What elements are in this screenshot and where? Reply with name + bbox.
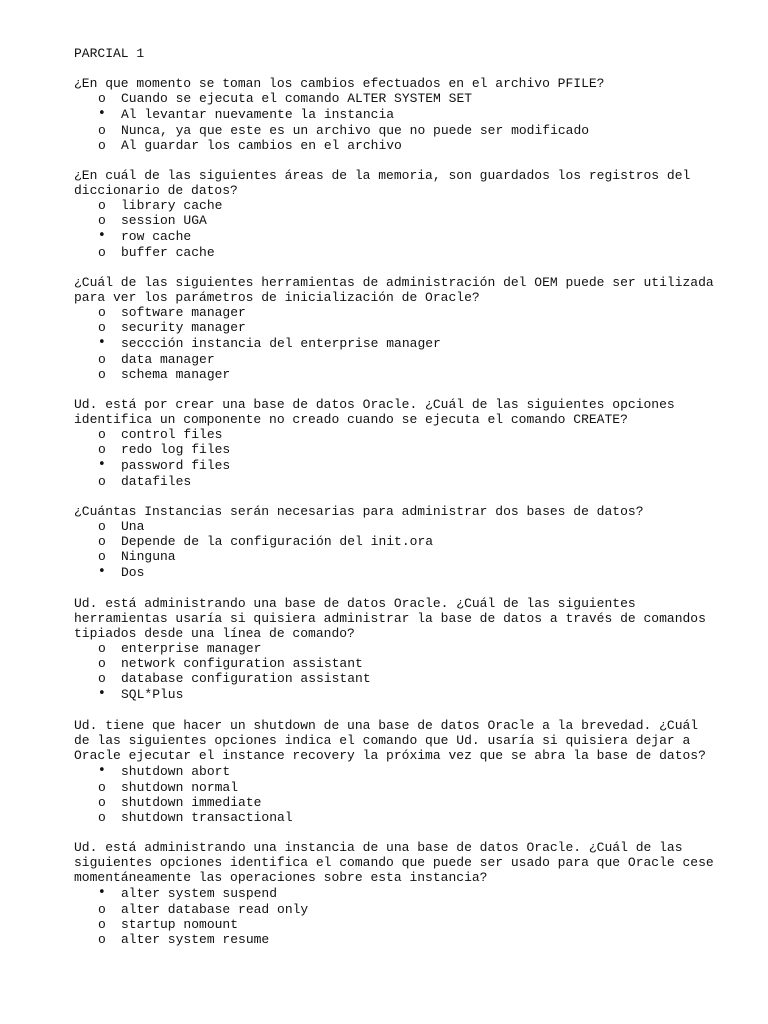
option-label: Al guardar los cambios en el archivo xyxy=(121,138,402,153)
empty-circle-icon xyxy=(98,902,110,917)
option-item[interactable] xyxy=(74,123,714,138)
option-item[interactable] xyxy=(74,245,714,260)
option-label: seccción instancia del enterprise manager xyxy=(121,336,441,351)
empty-circle-icon xyxy=(98,641,110,656)
option-item-selected[interactable] xyxy=(74,763,714,780)
option-label: shutdown normal xyxy=(121,780,239,795)
option-item[interactable] xyxy=(74,138,714,153)
empty-circle-icon xyxy=(98,549,110,564)
bullet-icon xyxy=(98,106,110,122)
empty-circle-icon xyxy=(98,198,110,213)
empty-circle-icon xyxy=(98,442,110,457)
question-text: ¿Cuál de las siguientes herramientas de administración del OEM puede ser utilizada para ver los parámetros de inicialización de Oracle? xyxy=(74,275,714,305)
document xyxy=(74,46,714,962)
option-label: Depende de la configuración del init.ora xyxy=(121,534,434,549)
option-label: data manager xyxy=(121,352,215,367)
option-list xyxy=(74,427,714,489)
option-label: shutdown immediate xyxy=(121,795,262,810)
option-label: network configuration assistant xyxy=(121,656,363,671)
option-item[interactable] xyxy=(74,671,714,686)
option-label: startup nomount xyxy=(121,917,239,932)
question-text: ¿En cuál de las siguientes áreas de la memoria, son guardados los registros del diccionario de datos? xyxy=(74,168,691,198)
question-4 xyxy=(74,397,714,489)
question-text: Ud. está por crear una base de datos Oracle. ¿Cuál de las siguientes opciones identifica un componente no creado cuando se ejecuta el comando CREATE? xyxy=(74,397,675,427)
option-item-selected[interactable] xyxy=(74,457,714,474)
empty-circle-icon xyxy=(98,932,110,947)
option-item-selected[interactable] xyxy=(74,885,714,902)
empty-circle-icon xyxy=(98,138,110,153)
option-label: alter database read only xyxy=(121,902,309,917)
option-list xyxy=(74,91,714,153)
option-label: shutdown abort xyxy=(121,764,231,779)
option-item-selected[interactable] xyxy=(74,228,714,245)
document-title: PARCIAL 1 xyxy=(74,46,145,61)
question-3 xyxy=(74,275,714,382)
option-item[interactable] xyxy=(74,474,714,489)
option-label: Nunca, ya que este es un archivo que no puede ser modificado xyxy=(121,123,590,138)
bullet-icon xyxy=(98,335,110,351)
option-item[interactable] xyxy=(74,91,714,106)
option-item[interactable] xyxy=(74,641,714,656)
option-item-selected[interactable] xyxy=(74,106,714,123)
empty-circle-icon xyxy=(98,305,110,320)
option-label: redo log files xyxy=(121,442,231,457)
option-label: Al levantar nuevamente la instancia xyxy=(121,107,395,122)
option-item[interactable] xyxy=(74,213,714,228)
question-5 xyxy=(74,504,714,581)
option-label: alter system suspend xyxy=(121,886,278,901)
empty-circle-icon xyxy=(98,534,110,549)
empty-circle-icon xyxy=(98,474,110,489)
empty-circle-icon xyxy=(98,367,110,382)
option-label: software manager xyxy=(121,305,246,320)
option-label: session UGA xyxy=(121,213,207,228)
option-list xyxy=(74,641,714,703)
option-label: enterprise manager xyxy=(121,641,262,656)
option-label: security manager xyxy=(121,320,246,335)
empty-circle-icon xyxy=(98,123,110,138)
bullet-icon xyxy=(98,763,110,779)
bullet-icon xyxy=(98,564,110,580)
option-item[interactable] xyxy=(74,795,714,810)
option-item[interactable] xyxy=(74,902,714,917)
empty-circle-icon xyxy=(98,320,110,335)
option-label: buffer cache xyxy=(121,245,215,260)
option-label: SQL*Plus xyxy=(121,687,184,702)
empty-circle-icon xyxy=(98,213,110,228)
bullet-icon xyxy=(98,457,110,473)
empty-circle-icon xyxy=(98,656,110,671)
option-label: library cache xyxy=(121,198,223,213)
empty-circle-icon xyxy=(98,352,110,367)
option-item-selected[interactable] xyxy=(74,564,714,581)
option-item[interactable] xyxy=(74,932,714,947)
option-item[interactable] xyxy=(74,320,714,335)
option-item[interactable] xyxy=(74,198,714,213)
option-label: row cache xyxy=(121,229,192,244)
question-6 xyxy=(74,596,714,703)
option-item[interactable] xyxy=(74,427,714,442)
empty-circle-icon xyxy=(98,427,110,442)
bullet-icon xyxy=(98,885,110,901)
option-item[interactable] xyxy=(74,305,714,320)
empty-circle-icon xyxy=(98,519,110,534)
question-7 xyxy=(74,718,714,825)
option-item[interactable] xyxy=(74,367,714,382)
option-item-selected[interactable] xyxy=(74,335,714,352)
option-list xyxy=(74,885,714,947)
question-text: Ud. está administrando una instancia de una base de datos Oracle. ¿Cuál de las siguientes opciones identifica el comando que puede ser usado para que Oracle cese momentáneamente las operaciones sobre esta instancia? xyxy=(74,840,714,885)
question-text: Ud. tiene que hacer un shutdown de una base de datos Oracle a la brevedad. ¿Cuál de las siguientes opciones indica el comando que Ud. usaría si quisiera dejar a Oracle ejecutar el instance recovery la próxima vez que se abra la base de datos? xyxy=(74,718,706,763)
option-item[interactable] xyxy=(74,917,714,932)
empty-circle-icon xyxy=(98,780,110,795)
option-label: datafiles xyxy=(121,474,192,489)
empty-circle-icon xyxy=(98,917,110,932)
option-list xyxy=(74,519,714,581)
empty-circle-icon xyxy=(98,810,110,825)
option-label: alter system resume xyxy=(121,932,270,947)
question-2 xyxy=(74,168,714,260)
option-item[interactable] xyxy=(74,519,714,534)
question-1 xyxy=(74,76,714,153)
option-item[interactable] xyxy=(74,352,714,367)
option-label: Dos xyxy=(121,565,145,580)
question-text: ¿Cuántas Instancias serán necesarias para administrar dos bases de datos? xyxy=(74,504,644,519)
option-list xyxy=(74,763,714,825)
option-item[interactable] xyxy=(74,656,714,671)
empty-circle-icon xyxy=(98,245,110,260)
option-list xyxy=(74,305,714,382)
option-item[interactable] xyxy=(74,810,714,825)
option-item[interactable] xyxy=(74,549,714,564)
option-label: password files xyxy=(121,458,231,473)
option-label: schema manager xyxy=(121,367,231,382)
option-label: shutdown transactional xyxy=(121,810,293,825)
question-8 xyxy=(74,840,714,947)
question-text: ¿En que momento se toman los cambios efectuados en el archivo PFILE? xyxy=(74,76,605,91)
bullet-icon xyxy=(98,686,110,702)
empty-circle-icon xyxy=(98,795,110,810)
option-label: database configuration assistant xyxy=(121,671,371,686)
bullet-icon xyxy=(98,228,110,244)
option-list xyxy=(74,198,714,260)
option-item[interactable] xyxy=(74,442,714,457)
option-label: Cuando se ejecuta el comando ALTER SYSTEM SET xyxy=(121,91,473,106)
option-item[interactable] xyxy=(74,780,714,795)
option-label: Una xyxy=(121,519,145,534)
question-text: Ud. está administrando una base de datos Oracle. ¿Cuál de las siguientes herramientas usaría si quisiera administrar la base de datos a través de comandos tipiados desde una línea de comando? xyxy=(74,596,706,641)
empty-circle-icon xyxy=(98,91,110,106)
option-label: control files xyxy=(121,427,223,442)
empty-circle-icon xyxy=(98,671,110,686)
option-item-selected[interactable] xyxy=(74,686,714,703)
option-item[interactable] xyxy=(74,534,714,549)
option-label: Ninguna xyxy=(121,549,176,564)
